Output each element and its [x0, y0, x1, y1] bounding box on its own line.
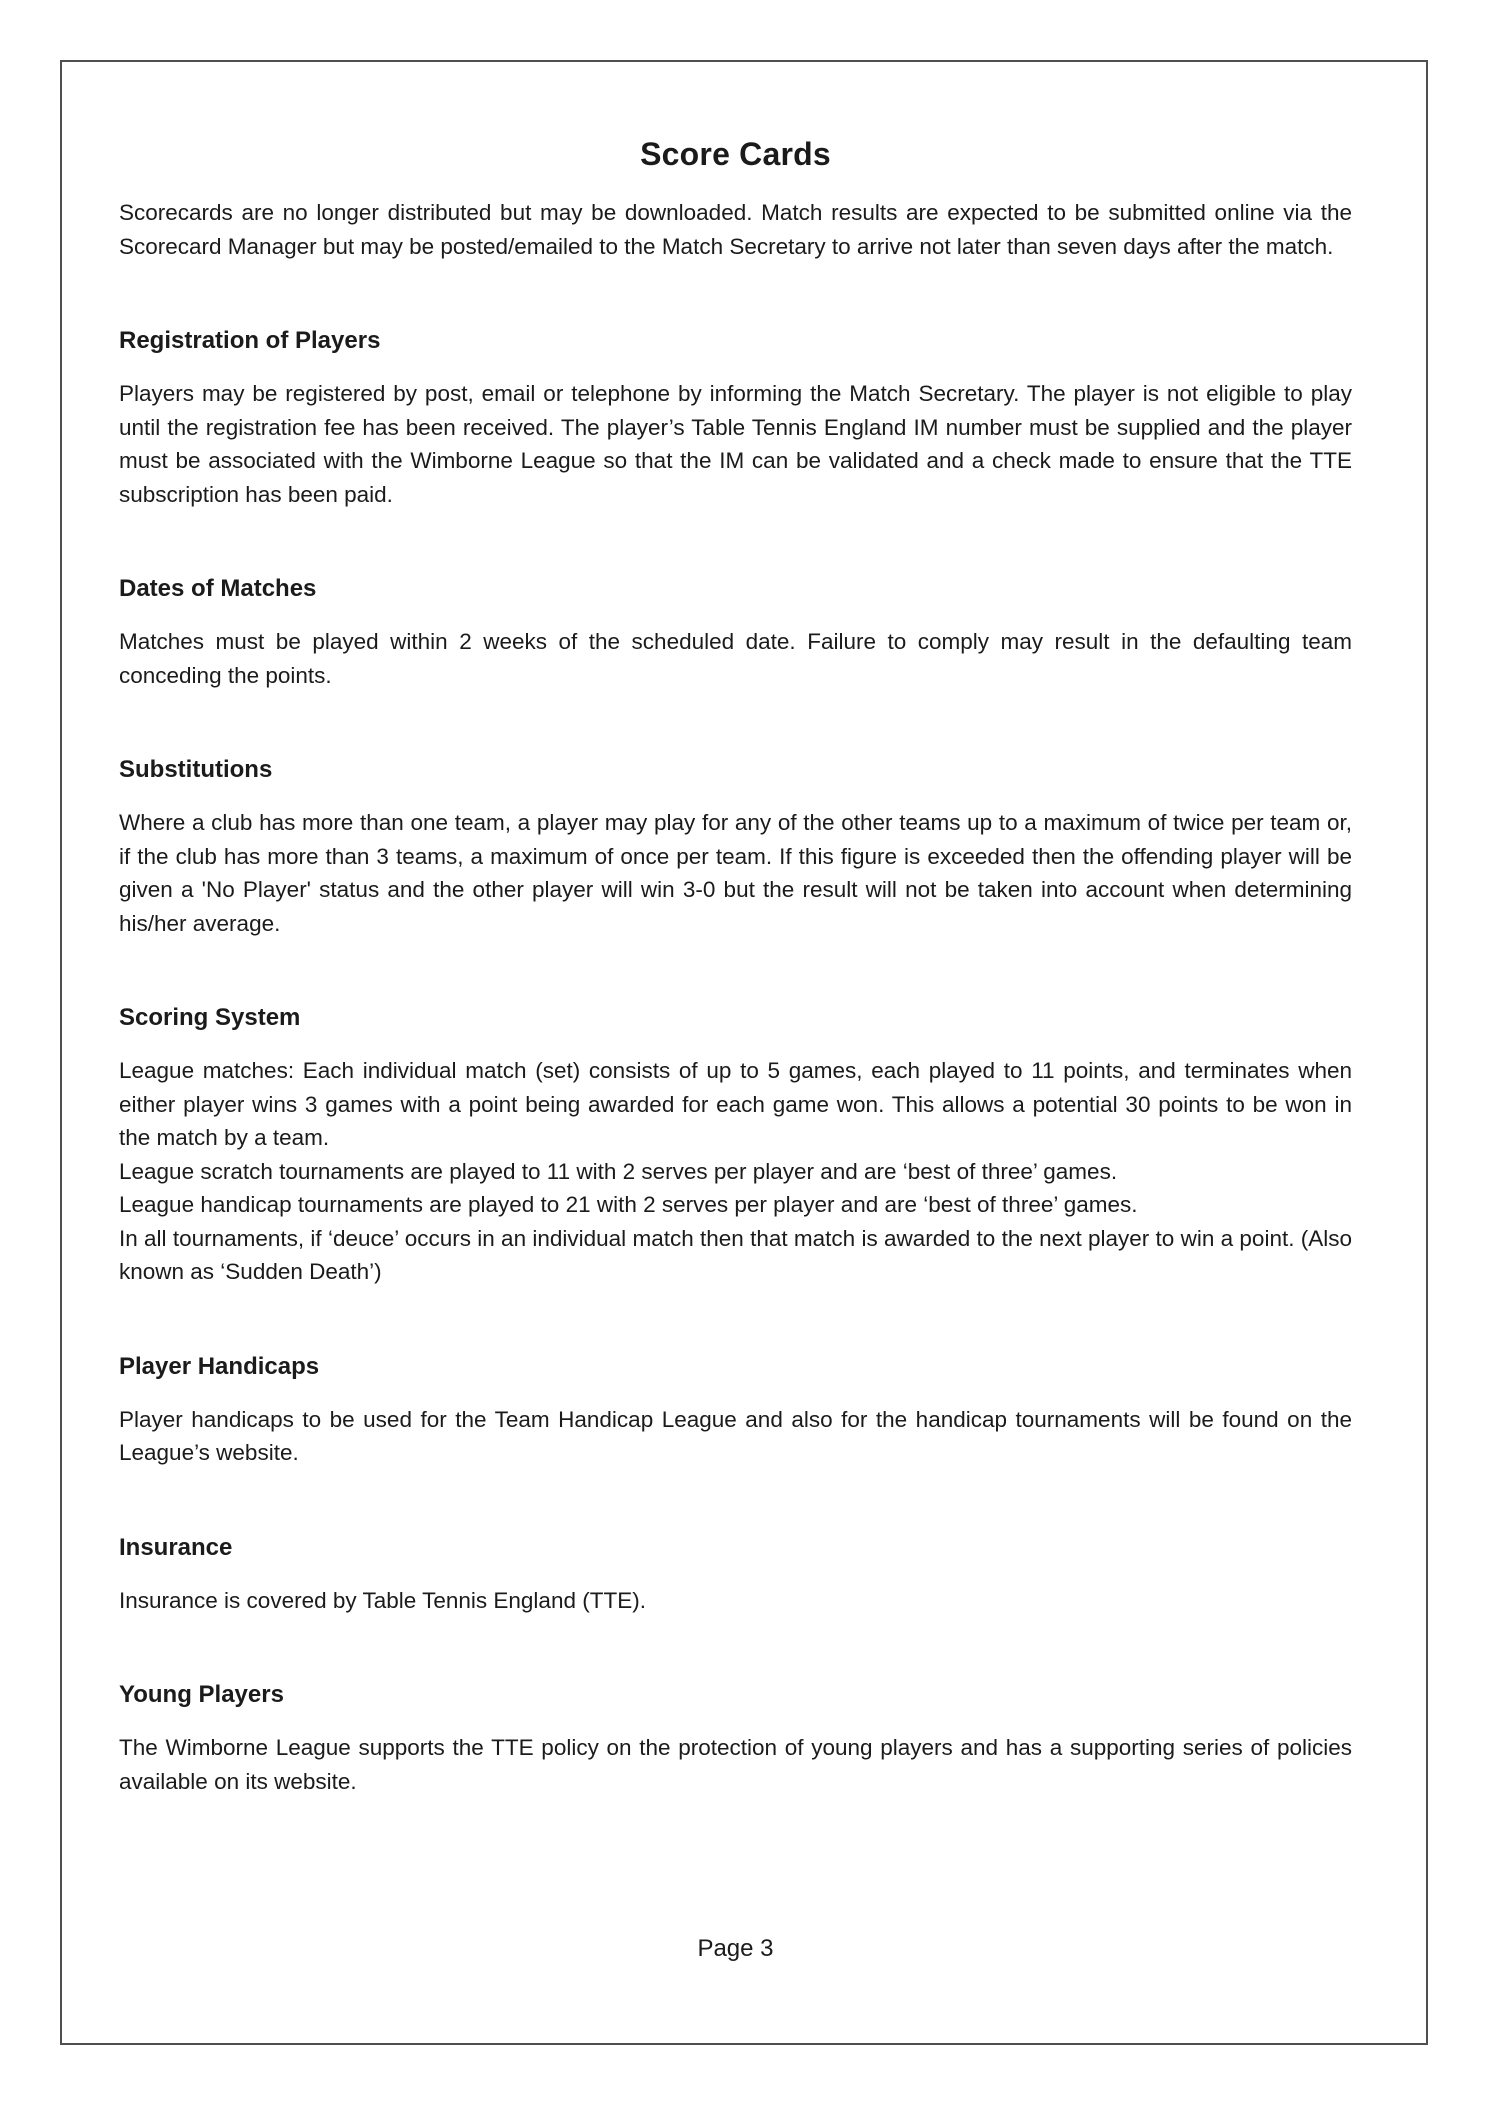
section-paragraph: Insurance is covered by Table Tennis England (TTE). [119, 1587, 646, 1613]
page-number: Page 3 [697, 1935, 774, 1962]
section-paragraph: Where a club has more than one team, a player may play for any of the other teams up to a maximum of twice per team or, if the club has more than 3 teams, a maximum of once per team. If this figure is exceeded then the offending player will be given a 'No Player' status and the other player will win 3-0 but the result will not be taken into account when determining his/her average. [119, 810, 1352, 936]
page-border [60, 60, 1428, 2045]
section-paragraph: League matches: Each individual match (set) consists of up to 5 games, each played to 11 points, and terminates when either player wins 3 games with a point being awarded for each game won. This allows a potential 30 points to be won in the match by a team. [119, 1058, 1352, 1150]
intro-paragraph: Scorecards are no longer distributed but may be downloaded. Match results are expected to be submitted online via the Scorecard Manager but may be posted/emailed to the Match Secretary to arrive not later than seven days after the match. [119, 200, 1352, 259]
section-paragraph: League handicap tournaments are played to 21 with 2 serves per player and are ‘best of three’ games. [119, 1192, 1138, 1217]
section-paragraph: Players may be registered by post, email or telephone by informing the Match Secretary. The player is not eligible to play until the registration fee has been received. The player’s Table Tennis England IM number must be supplied and the player must be associated with the Wimborne League so that the IM can be validated and a check made to ensure that the TTE subscription has been paid. [119, 381, 1352, 507]
section-paragraph: League scratch tournaments are played to 11 with 2 serves per player and are ‘best of three’ games. [119, 1158, 1118, 1184]
sections-container [119, 326, 1352, 1798]
section-heading: Insurance [119, 1533, 233, 1561]
section-heading: Young Players [119, 1681, 284, 1708]
section-paragraph: Matches must be played within 2 weeks of the scheduled date. Failure to comply may result in the defaulting team conceding the points. [119, 629, 1352, 688]
section-paragraph: In all tournaments, if ‘deuce’ occurs in an individual match then that match is awarded to the next player to win a point. (Also known as ‘Sudden Death’) [119, 1225, 1352, 1284]
section-heading: Scoring System [119, 1004, 301, 1031]
section-heading: Registration of Players [119, 327, 381, 354]
section-paragraph: The Wimborne League supports the TTE policy on the protection of young players and has a supporting series of policies available on its website. [119, 1735, 1352, 1794]
section-heading: Dates of Matches [119, 575, 317, 602]
section-heading: Player Handicaps [119, 1352, 320, 1380]
document-content [62, 62, 1426, 2043]
section-heading: Substitutions [119, 756, 273, 783]
section-paragraph: Player handicaps to be used for the Team Handicap League and also for the handicap tournaments will be found on the League’s website. [119, 1406, 1352, 1465]
document-title: Score Cards [640, 136, 831, 172]
